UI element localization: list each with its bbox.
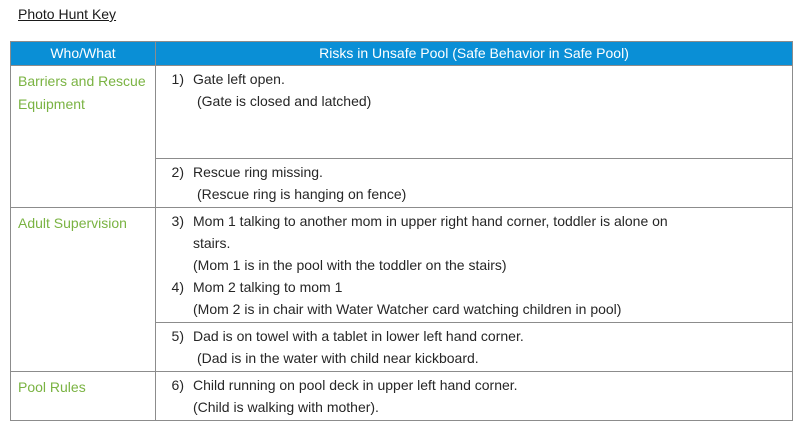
item-risk: Dad is on towel with a tablet in lower left hand corner.: [193, 328, 524, 344]
item-risk-continued: stairs.: [193, 235, 231, 251]
item-risk: Mom 2 talking to mom 1: [193, 279, 343, 295]
item-risk: Gate left open.: [193, 71, 285, 87]
item-cell: [156, 372, 793, 421]
item-number: 1): [171, 71, 184, 87]
category-rules: Pool Rules: [11, 372, 156, 421]
item-number: 2): [171, 164, 184, 180]
page-title: Photo Hunt Key: [18, 6, 117, 22]
item-number: 6): [171, 377, 184, 393]
item-safe: (Mom 2 is in chair with Water Watcher card watching children in pool): [193, 301, 622, 317]
category-barriers: Barriers and Rescue Equipment: [11, 66, 156, 208]
table-row: [11, 208, 793, 323]
item-cell: [156, 66, 793, 159]
item-safe: (Dad is in the water with child near kickboard.: [197, 350, 479, 366]
category-supervision: Adult Supervision: [11, 208, 156, 372]
item-number: 3): [171, 213, 184, 229]
item-number: 4): [171, 279, 184, 295]
photo-hunt-table: [10, 41, 793, 421]
item-cell: [156, 159, 793, 208]
item-cell: [156, 323, 793, 372]
header-who-what: Who/What: [11, 42, 156, 66]
table-row: [11, 66, 793, 159]
item-risk: Child running on pool deck in upper left hand corner.: [193, 377, 518, 393]
item-safe: (Gate is closed and latched): [197, 93, 372, 109]
item-risk: Rescue ring missing.: [193, 164, 323, 180]
header-risks: Risks in Unsafe Pool (Safe Behavior in Safe Pool): [156, 42, 793, 66]
item-safe: (Mom 1 is in the pool with the toddler on the stairs): [193, 257, 507, 273]
table-row: [11, 372, 793, 421]
item-cell: [156, 208, 793, 323]
item-risk: Mom 1 talking to another mom in upper right hand corner, toddler is alone on: [193, 213, 668, 229]
header-row: [11, 42, 793, 66]
item-safe: (Rescue ring is hanging on fence): [197, 186, 407, 202]
item-number: 5): [171, 328, 184, 344]
item-safe: (Child is walking with mother).: [193, 399, 379, 415]
